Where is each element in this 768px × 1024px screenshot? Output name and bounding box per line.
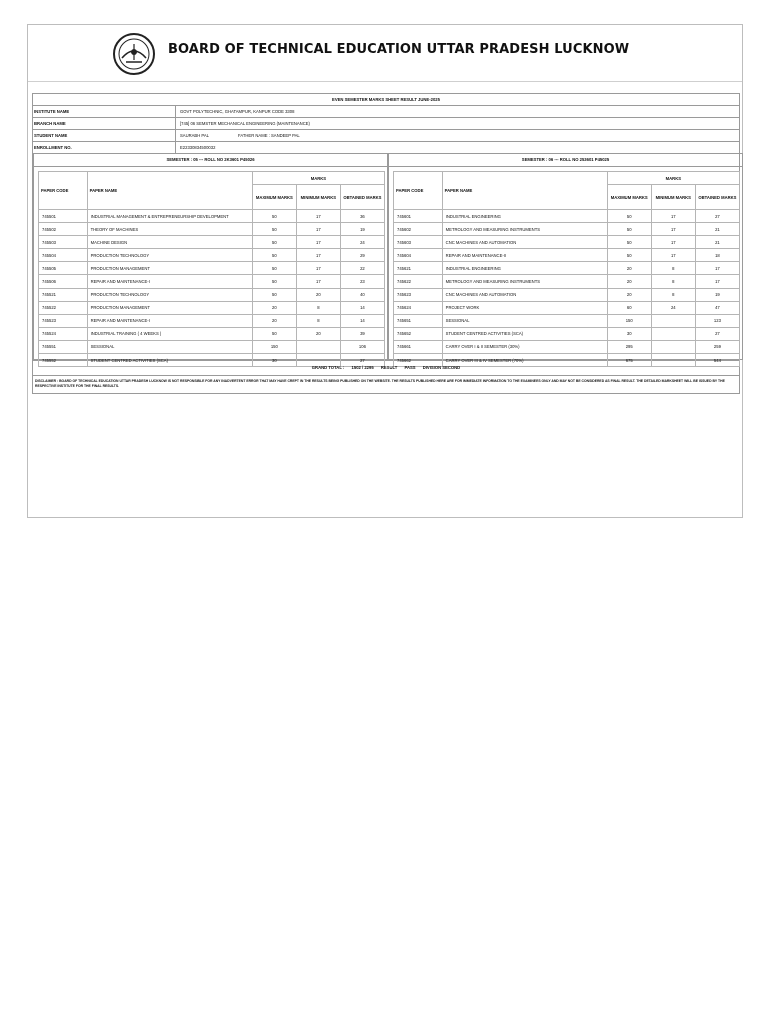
info-label: ENROLLMENT NO. [33,142,176,153]
col-obtained-marks: OBTAINED MARKS [695,185,739,210]
paper-name: INDUSTRIAL MANAGEMENT & ENTREPRENEURSHIP DEVELOPMENT [87,210,252,223]
obtained-marks: 17 [695,262,739,275]
max-marks: 50 [252,275,296,288]
max-marks: 150 [252,340,296,353]
paper-code: 745551 [39,340,88,353]
paper-code: 745522 [39,301,88,314]
paper-code: 745661 [394,340,443,353]
division-value: DIVISION SECOND [422,365,461,370]
result-frame [32,93,740,394]
student-name: SAURABH PAL [180,133,209,138]
obtained-marks: 106 [340,340,384,353]
obtained-marks: 22 [340,262,384,275]
paper-name: PRODUCTION TECHNOLOGY [87,249,252,262]
paper-name: CNC MACHINES AND AUTOMATION [442,288,607,301]
paper-name: STUDENT CENTRED ACTIVITIES (SCA) [442,327,607,340]
table-row [394,223,740,236]
table-row [394,327,740,340]
min-marks: 8 [651,262,695,275]
paper-name: PRODUCTION TECHNOLOGY [87,288,252,301]
max-marks: 20 [607,275,651,288]
obtained-marks: 47 [695,301,739,314]
disclaimer: DISCLAIMER : BOARD OF TECHNICAL EDUCATION UTTAR PRADESH LUCKNOW IS NOT RESPONSIBLE FOR ANY INADVERTENT ERROR THAT MAY HAVE CREPT IN THE RESULTS BEING PUBLISHED ON THE WEBSITE. THE RESULTS PUBLISHED HERE ARE FOR IMMEDIATE INFORMATION TO THE EXAMINEES ONLY AND MAY NOT BE CONSIDERED AS FINAL RESULT. THE DETAILED MARKSHEET WILL BE ISSUED BY THE RESPECTIVE INSTITUTE FOR THE FINAL RESULTS. [35,379,725,388]
info-row-student [33,130,739,142]
table-row [394,301,740,314]
semester-title: SEMESTER : 06 --- ROLL NO 253601 P45025 [389,154,742,167]
paper-code: 745624 [394,301,443,314]
min-marks [651,354,695,367]
max-marks: 50 [252,223,296,236]
col-paper-name: PAPER NAME [442,172,607,210]
min-marks: 24 [651,301,695,314]
paper-code: 745521 [39,288,88,301]
min-marks: 17 [296,223,340,236]
col-paper-name: PAPER NAME [87,172,252,210]
paper-name: REPAIR AND MAINTENANCE-I [87,275,252,288]
paper-code: 745506 [39,275,88,288]
paper-name: INDUSTRIAL ENGINEERING [442,262,607,275]
min-marks: 8 [296,314,340,327]
paper-name: MACHINE DESIGN [87,236,252,249]
paper-name: METROLOGY AND MEASURING INSTRUMENTS [442,223,607,236]
table-row [394,288,740,301]
obtained-marks: 19 [695,288,739,301]
col-paper-code: PAPER CODE [394,172,443,210]
paper-code: 745602 [394,223,443,236]
obtained-marks: 29 [340,249,384,262]
info-value: E22330834500032 [180,145,216,150]
table-row [394,314,740,327]
col-maximum-marks: MAXIMUM MARKS [252,185,296,210]
info-row-branch [33,118,739,130]
obtained-marks: 544 [695,354,739,367]
paper-code: 745601 [394,210,443,223]
obtained-marks: 21 [695,223,739,236]
min-marks: 8 [651,288,695,301]
min-marks: 17 [651,210,695,223]
max-marks: 60 [607,301,651,314]
paper-code: 745621 [394,262,443,275]
board-title: BOARD OF TECHNICAL EDUCATION UTTAR PRADESH LUCKNOW [168,42,630,57]
min-marks [651,314,695,327]
col-minimum-marks: MINIMUM MARKS [296,185,340,210]
marks-table [393,171,740,367]
paper-name: SESSIONAL [442,314,607,327]
result-title: EVEN SEMESTER MARKS SHEET RESULT JUNE-2025 [33,94,739,106]
table-row [39,249,385,262]
marks-header: MARKS [252,172,384,185]
table-row [394,236,740,249]
info-value: GOVT POLYTECHNIC, GHATAMPUR, KANPUR CODE 3308 [180,109,295,114]
paper-name: SESSIONAL [87,340,252,353]
obtained-marks: 40 [340,288,384,301]
max-marks: 50 [607,236,651,249]
obtained-marks: 259 [695,340,739,353]
min-marks: 17 [651,236,695,249]
max-marks: 20 [252,314,296,327]
paper-name: METROLOGY AND MEASURING INSTRUMENTS [442,275,607,288]
max-marks: 30 [607,327,651,340]
semester-title: SEMESTER : 05 --- ROLL NO 2K3601 P45026 [34,154,387,167]
paper-code: 745501 [39,210,88,223]
paper-code: 745504 [39,249,88,262]
paper-name: PRODUCTION MANAGEMENT [87,301,252,314]
marksheet-page [27,24,743,518]
obtained-marks: 123 [695,314,739,327]
table-row [394,340,740,353]
obtained-marks: 21 [695,236,739,249]
min-marks: 8 [296,301,340,314]
paper-name: CNC MACHINES AND AUTOMATION [442,236,607,249]
max-marks: 295 [607,340,651,353]
min-marks [651,327,695,340]
page-header [28,25,742,82]
paper-name: REPAIR AND MAINTENANCE-I [87,314,252,327]
paper-name: THEORY OF MACHINES [87,223,252,236]
obtained-marks: 39 [340,327,384,340]
paper-name: CARRY OVER III & IV SEMESTER (70%) [442,354,607,367]
semester-5-panel [33,153,388,363]
col-minimum-marks: MINIMUM MARKS [651,185,695,210]
max-marks: 50 [607,223,651,236]
paper-code: 745552 [39,354,88,367]
paper-name: PROJECT WORK [442,301,607,314]
paper-name: PRODUCTION MANAGEMENT [87,262,252,275]
min-marks: 17 [296,236,340,249]
semesters [33,154,739,361]
paper-name: INDUSTRIAL TRAINING ( 4 WEEKS ) [87,327,252,340]
max-marks: 50 [252,236,296,249]
info-label: STUDENT NAME [33,130,176,141]
obtained-marks: 36 [340,210,384,223]
min-marks: 8 [651,275,695,288]
obtained-marks: 18 [695,249,739,262]
table-row [39,314,385,327]
max-marks: 30 [252,354,296,367]
paper-code: 745604 [394,249,443,262]
result-value: PASS [404,365,416,370]
max-marks: 50 [607,210,651,223]
info-row-institute [33,106,739,118]
obtained-marks: 27 [695,327,739,340]
max-marks: 675 [607,354,651,367]
info-value: [745] 06 SEMSTER MECHANICAL ENGINEERING (MAINTENANCE) [180,121,310,126]
table-row [39,275,385,288]
table-row [394,262,740,275]
board-emblem-icon [112,32,156,76]
obtained-marks: 19 [340,223,384,236]
min-marks: 17 [296,275,340,288]
min-marks: 20 [296,288,340,301]
marks-table [38,171,385,367]
max-marks: 20 [607,288,651,301]
paper-code: 745662 [394,354,443,367]
table-row [394,210,740,223]
obtained-marks: 14 [340,301,384,314]
grand-total-label: GRAND TOTAL : [311,365,345,370]
table-row [39,327,385,340]
info-value [176,130,739,141]
paper-code: 745603 [394,236,443,249]
max-marks: 50 [252,327,296,340]
paper-code: 745503 [39,236,88,249]
table-row [394,249,740,262]
col-paper-code: PAPER CODE [39,172,88,210]
table-row [394,275,740,288]
grand-total-value: 1502 / 2295 [351,365,374,370]
obtained-marks: 24 [340,236,384,249]
max-marks: 20 [252,301,296,314]
paper-code: 745622 [394,275,443,288]
table-row [39,301,385,314]
paper-code: 745623 [394,288,443,301]
paper-name: STUDENT CENTRED ACTIVITIES (SCA) [87,354,252,367]
min-marks: 17 [296,249,340,262]
table-row [39,288,385,301]
col-obtained-marks: OBTAINED MARKS [340,185,384,210]
paper-code: 745502 [39,223,88,236]
paper-name: CARRY OVER I & II SEMESTER (30%) [442,340,607,353]
min-marks: 17 [651,249,695,262]
max-marks: 50 [252,249,296,262]
table-row [39,223,385,236]
marks-header: MARKS [607,172,739,185]
max-marks: 150 [607,314,651,327]
result-label: RESULT [380,365,398,370]
paper-code: 745652 [394,327,443,340]
max-marks: 20 [607,262,651,275]
paper-code: 745524 [39,327,88,340]
col-maximum-marks: MAXIMUM MARKS [607,185,651,210]
obtained-marks: 14 [340,314,384,327]
table-row [39,262,385,275]
max-marks: 50 [252,262,296,275]
max-marks: 50 [252,288,296,301]
max-marks: 50 [607,249,651,262]
min-marks [651,340,695,353]
paper-code: 745505 [39,262,88,275]
min-marks: 17 [296,262,340,275]
table-row [39,340,385,353]
table-row [39,236,385,249]
obtained-marks: 27 [340,354,384,367]
min-marks: 17 [651,223,695,236]
min-marks: 20 [296,327,340,340]
father-name: FATHER NAME : SANDEEP PAL [238,133,300,138]
obtained-marks: 17 [695,275,739,288]
paper-name: INDUSTRIAL ENGINEERING [442,210,607,223]
semester-6-panel [388,153,743,363]
info-label: BRANCH NAME [33,118,176,129]
min-marks: 17 [296,210,340,223]
paper-code: 745523 [39,314,88,327]
obtained-marks: 23 [340,275,384,288]
obtained-marks: 27 [695,210,739,223]
info-label: INSTITUTE NAME [33,106,176,117]
min-marks [296,340,340,353]
paper-name: REPAIR AND MAINTENANCE-II [442,249,607,262]
paper-code: 745651 [394,314,443,327]
table-row [39,210,385,223]
max-marks: 50 [252,210,296,223]
